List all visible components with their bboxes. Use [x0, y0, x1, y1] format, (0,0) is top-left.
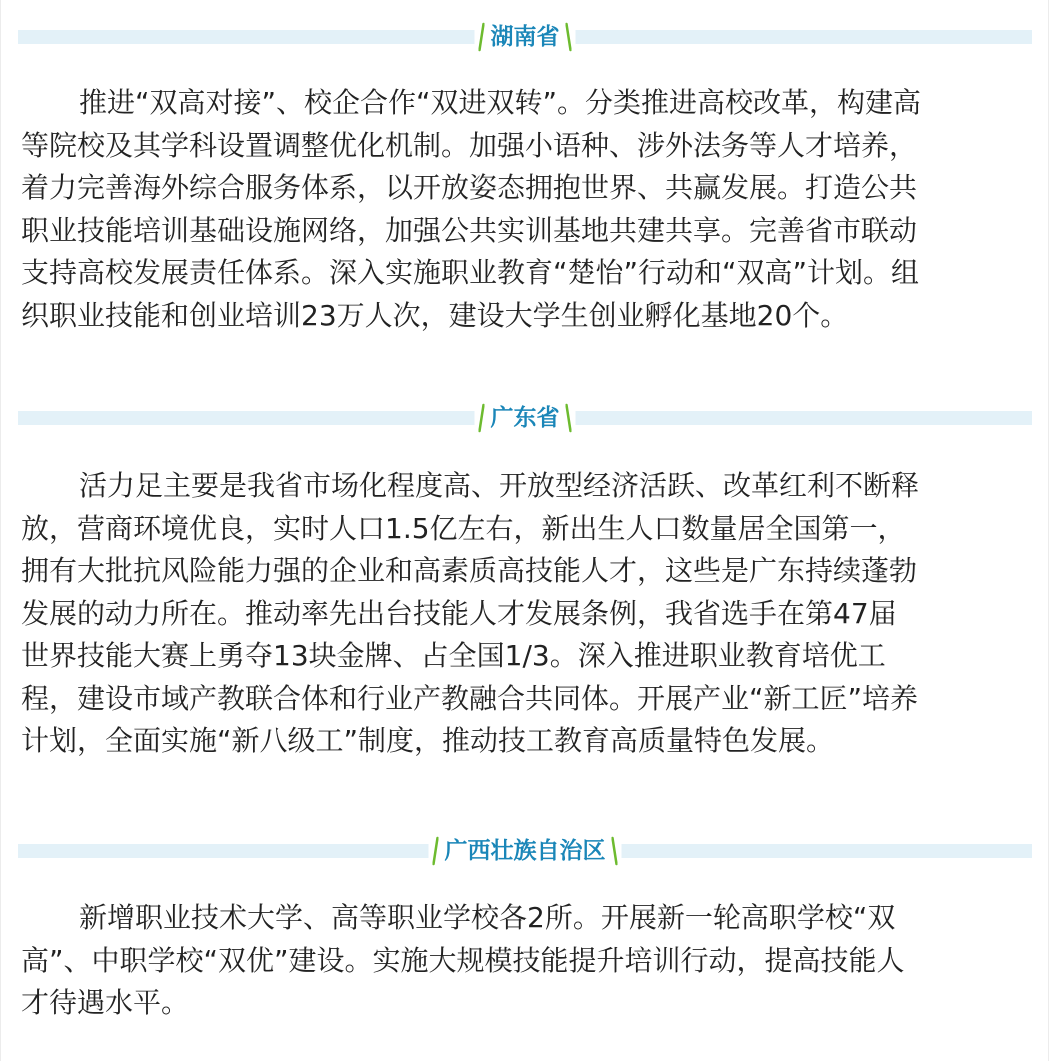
paragraph-line: 放，营商环境优良，实时人口1.5亿左右，新出生人口数量居全国第一，: [21, 511, 906, 545]
right-slash-icon: [566, 22, 572, 52]
header-label-wrap: [475, 398, 576, 438]
section-paragraph-hunan: [21, 82, 1033, 337]
paragraph-line: 活力足主要是我省市场化程度高、开放型经济活跃、改革红利不断释: [79, 469, 920, 502]
section-header-hunan: [18, 17, 1032, 57]
section-title: 广东省: [490, 405, 560, 431]
section-title: 湖南省: [490, 24, 560, 50]
paragraph-line: 职业技能培训基础设施网络，加强公共实训基地共建共享。完善省市联动: [21, 213, 918, 247]
right-slash-icon: [566, 403, 572, 433]
paragraph-line: 计划，全面实施“新八级工”制度，推动技工教育高质量特色发展。: [21, 724, 835, 757]
paragraph-line: 程，建设市域产教联合体和行业产教融合共同体。开展产业“新工匠”培养: [21, 681, 919, 715]
section-title: 广西壮族自治区: [444, 838, 606, 864]
paragraph-line: 新增职业技术大学、高等职业学校各2所。开展新一轮高职学校“双: [79, 901, 896, 934]
section-paragraph-guangxi: [21, 897, 1033, 1025]
paragraph-line: 织职业技能和创业培训23万人次，建设大学生创业孵化基地20个。: [21, 298, 849, 332]
paragraph-line: 世界技能大赛上勇夺13块金牌、占全国1/3。深入推进职业教育培优工: [21, 639, 886, 672]
paragraph-line: 推进“双高对接”、校企合作“双进双转”。分类推进高校改革，构建高: [79, 86, 922, 119]
header-label-wrap: [475, 17, 576, 57]
paragraph-line: 支持高校发展责任体系。深入实施职业教育“楚怡”行动和“双高”计划。组: [21, 256, 920, 289]
right-slash-icon: [612, 836, 618, 866]
section-header-guangxi: [18, 831, 1032, 871]
paragraph-line: 才待遇水平。: [21, 986, 190, 1019]
paragraph-line: 发展的动力所在。推动率先出台技能人才发展条例，我省选手在第47届: [21, 596, 897, 630]
paragraph-line: 等院校及其学科设置调整优化机制。加强小语种、涉外法务等人才培养，: [21, 128, 918, 162]
left-slash-icon: [433, 836, 439, 866]
paragraph-line: 高”、中职学校“双优”建设。实施大规模技能提升培训行动，提高技能人: [21, 943, 905, 977]
left-slash-icon: [479, 403, 485, 433]
section-paragraph-guangdong: [21, 465, 1033, 763]
paragraph-line: 着力完善海外综合服务体系，以开放姿态拥抱世界、共赢发展。打造公共: [21, 171, 918, 204]
section-header-guangdong: [18, 398, 1032, 438]
left-slash-icon: [479, 22, 485, 52]
header-label-wrap: [429, 831, 622, 871]
paragraph-line: 拥有大批抗风险能力强的企业和高素质高技能人才，这些是广东持续蓬勃: [21, 554, 918, 587]
